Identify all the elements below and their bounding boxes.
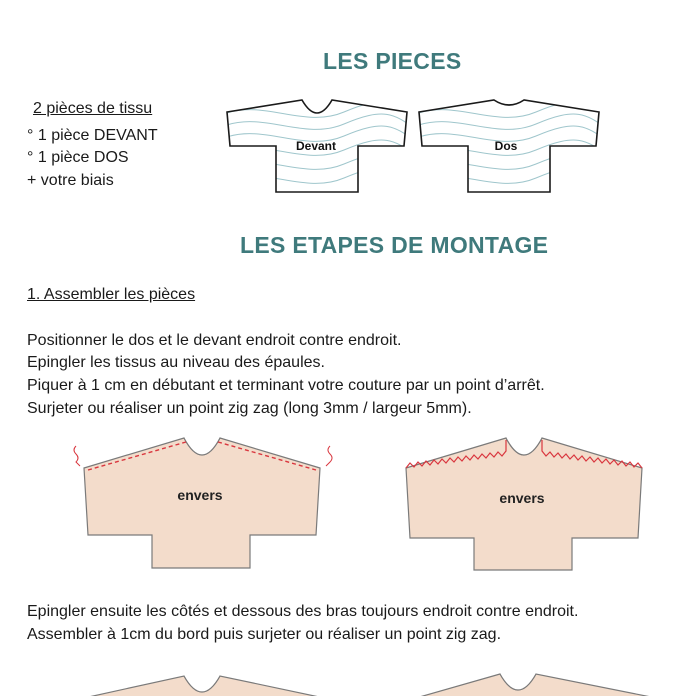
back-pattern-piece [416, 94, 602, 196]
piece-item-front: ° 1 pièce DEVANT [27, 127, 158, 144]
garment-pinned-diagram [62, 430, 342, 580]
step1-line-2: Epingler les tissus au niveau des épaules. [27, 354, 325, 371]
garment-bottom-left-partial [84, 668, 354, 696]
garment-right-label: envers [499, 490, 545, 506]
front-label: Devant [295, 139, 337, 153]
piece-item-back: ° 1 pièce DOS [27, 149, 129, 166]
steps-title: LES ETAPES DE MONTAGE [240, 232, 549, 258]
step1-heading: 1. Assembler les pièces [27, 286, 196, 303]
back-label: Dos [494, 139, 518, 153]
garment-bottom-right-partial [416, 668, 686, 696]
pieces-title: LES PIECES [323, 48, 462, 74]
step1-line-1: Positionner le dos et le devant endroit contre endroit. [27, 332, 402, 349]
step2-line-1: Epingler ensuite les côtés et dessous des bras toujours endroit contre endroit. [27, 603, 579, 620]
garment-serged-diagram [384, 430, 664, 580]
step2-line-2: Assembler à 1cm du bord puis surjeter ou réaliser un point zig zag. [27, 626, 502, 643]
piece-item-bias: + votre biais [27, 172, 114, 189]
step1-line-4: Surjeter ou réaliser un point zig zag (long 3mm / largeur 5mm). [27, 400, 472, 417]
fabric-heading: 2 pièces de tissu [33, 100, 153, 117]
step1-line-3: Piquer à 1 cm en débutant et terminant votre couture par un point d’arrêt. [27, 377, 545, 394]
garment-left-label: envers [177, 487, 223, 503]
front-pattern-piece [224, 94, 410, 196]
